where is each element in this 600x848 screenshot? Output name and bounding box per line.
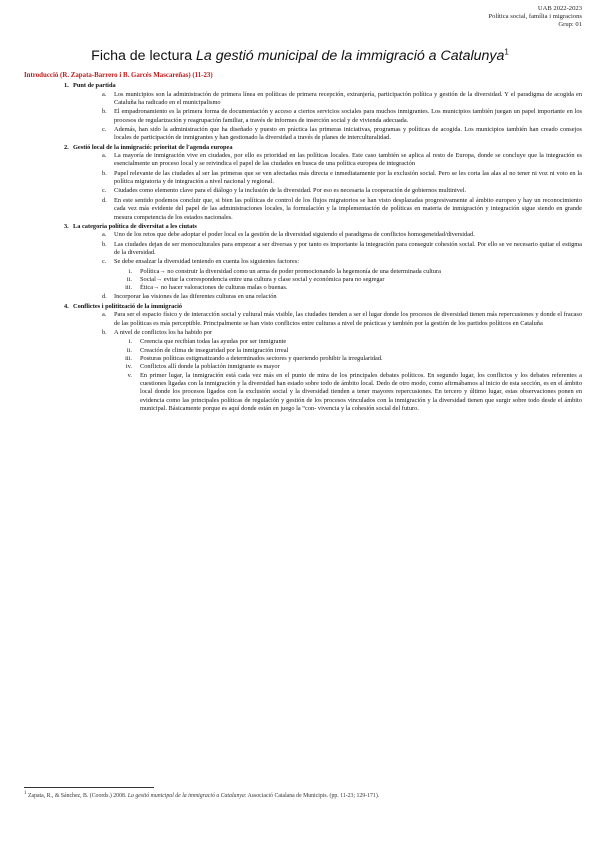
section-number: 4. xyxy=(64,302,69,310)
item-text: Incorporar las visiones de las diferentes culturas en una relación xyxy=(114,292,277,300)
sub-item-text: Creación de clima de inseguridad por la inmigración irreal xyxy=(140,346,289,354)
sub-list-item xyxy=(24,276,582,284)
item-label: a. xyxy=(102,231,107,239)
list-item xyxy=(24,197,582,222)
sub-item-text: Social→ evitar la correspondencia entre una cultura y clase social y económica para no segregar xyxy=(140,275,385,283)
list-item xyxy=(24,187,582,195)
sub-item-label: v. xyxy=(127,371,132,379)
section-number: 2. xyxy=(64,143,69,151)
list-item xyxy=(24,329,582,337)
item-label: d. xyxy=(102,292,107,300)
sub-item-text: Posturas políticas estigmatizando a determinados sectores y queriendo prohibir la irregularidad. xyxy=(140,355,383,362)
section-title: Punt de partida xyxy=(73,82,116,90)
sub-item-label: iv. xyxy=(125,363,132,371)
course-year: UAB 2022-2023 xyxy=(537,5,582,12)
item-label: a. xyxy=(102,311,107,319)
sub-item-text: Conflictos allí donde la población inmigrante es mayor xyxy=(140,363,280,371)
sub-list-item xyxy=(24,372,582,414)
item-label: d. xyxy=(102,196,107,204)
item-text: En este sentido podemos concluir que, si bien las políticas de control de los flujos migratorios se han visto desplazadas progresivamente al ámbito europeo y hay un reconocimiento cada vez más evidente del papel de las administraciones locales, la formulación y la implementación de políticas en materia de inmigración y integración sigue siendo en grande mesura competencia de los estados nacionales. xyxy=(114,196,582,221)
item-text: El empadronamiento es la primera forma de documentación y acceso a ciertos servicios sociales para muchos inmigrantes. Los municipios también juegan un papel importante en los procesos de regularización y reagrupación familiar, a través de informes de inserción social y de vivienda adecuada. xyxy=(114,108,582,124)
section-title: Conflictes i polítització de la immigració xyxy=(73,302,183,310)
sub-item-text: Política→ no construir la diversidad como un arma de poder promocionando la hegemonía de una determinada cultura xyxy=(140,267,441,275)
section-number: 1. xyxy=(64,82,69,90)
sub-item-label: ii. xyxy=(126,275,132,283)
list-item xyxy=(24,170,582,187)
section-heading xyxy=(24,223,582,231)
section-title: La categoria política de diversitat a les ciutats xyxy=(73,222,197,230)
section-heading xyxy=(24,82,582,90)
item-text: Los municipios son la administración de primera línea en políticas de primera recepción, extranjería, participación política y gestión de la diversidad. Y el paradigma de acogida en Cataluña ha radicado en el municipalismo xyxy=(114,90,582,107)
item-text: Ciudades como elemento clave para el diálogo y la inclusión de la diversidad. Por eso es necesaria la cooperación de gobiernos multinivel. xyxy=(114,187,467,195)
sub-item-label: i. xyxy=(128,338,132,346)
item-text: Para ser el espacio físico y de interacción social y cultural más visible, las ciudades tienden a ser el lugar donde los procesos de diversidad tienen más repercusiones y donde el fracaso de las políticas es más perceptible. Principalmente se han visto conflictos entre culturas a nivel de prácticas y también por la gestión de los partidos políticos en Cataluña xyxy=(114,311,582,327)
title-footnote-mark: 1 xyxy=(504,47,509,57)
item-label: c. xyxy=(102,187,107,195)
list-item xyxy=(24,91,582,108)
footnote-mark: 1 xyxy=(24,791,27,796)
course-header xyxy=(488,5,582,30)
item-label: b. xyxy=(102,169,107,177)
document-body xyxy=(24,72,582,413)
item-text: La mayoría de inmigración vive en ciudades, por ello es prioridad en las políticas locales. Este caso también se aplica al resto de Europa, donde se concluye que la integración es esencialmente un proceso local y se reivindica el papel de las ciudades en busca de una política europea de integración xyxy=(114,152,582,168)
item-text: Uno de los retos que debe adoptar el poder local es la gestión de la diversidad siguiendo el paradigma de conflictos homogeneidad/diversidad. xyxy=(114,231,475,239)
list-item xyxy=(24,108,582,125)
sub-item-label: i. xyxy=(128,267,132,275)
section-title: Gestió local de la inmigració: prioritat de l'agenda europea xyxy=(73,143,233,151)
item-label: a. xyxy=(102,152,107,160)
intro-heading: Introducció (R. Zapata-Barrero i B. Garcés Mascareñas) (11-23) xyxy=(24,72,213,79)
sub-item-label: ii. xyxy=(126,346,132,354)
section-number: 3. xyxy=(64,222,69,230)
page-title xyxy=(0,48,600,64)
list-item xyxy=(24,126,582,143)
sub-item-label: iii. xyxy=(125,355,132,362)
list-item xyxy=(24,311,582,328)
title-book: La gestió municipal de la immigració a Catalunya xyxy=(196,48,505,64)
item-label: a. xyxy=(102,90,107,98)
item-label: b. xyxy=(102,240,107,248)
footnote-text-end: : Associació Catalana de Municipis. (pp. 11-23; 129-171). xyxy=(244,792,380,799)
sub-list-item xyxy=(24,284,582,292)
sub-list-item xyxy=(24,355,582,363)
item-label: b. xyxy=(102,108,107,116)
item-label: c. xyxy=(102,258,107,266)
list-item xyxy=(24,152,582,169)
sub-list-item xyxy=(24,338,582,346)
footnote-book-title: La gestió municipal de la immigració a Catalunya xyxy=(127,792,245,799)
sub-item-text: Creencia que recibían todas las ayudas por ser inmigrante xyxy=(140,338,287,346)
title-prefix: Ficha de lectura xyxy=(91,48,197,64)
footnote-text-start: Zapata, R., & Sánchez, B. (Coords.) 2008. xyxy=(26,792,128,799)
footnote-divider xyxy=(24,787,154,788)
sub-item-text: Ética→ no hacer valoraciones de culturas malas o buenas. xyxy=(140,284,288,292)
list-item xyxy=(24,258,582,266)
course-name: Política social, família i migracions xyxy=(488,13,582,21)
course-group: Grup: 01 xyxy=(558,21,582,29)
item-text: Las ciudades dejan de ser monoculturales para empezar a ser diversas y por tanto es importante la integración para conseguir cohesión social. Por ello se ve necesario quitar el estigma de la diversidad. xyxy=(114,240,582,256)
list-item xyxy=(24,241,582,258)
sub-item-label: iii. xyxy=(125,284,132,292)
sub-item-text: En primer lugar, la inmigración está cada vez más en el punto de mira de los principales debates políticos. En segundo lugar, los conflictos y los debates referentes a cuestiones ligadas con la inmigración y la diversidad han estado sobre todo de ámbito local. Dedo de otro modo, como afirmábamos al inicio de esta sección, es en el ámbito local donde los procesos ligados con la exclusión social y la diversidad tienden a tener mayores repercusiones. En tercero y último lugar, estas observaciones ponen en evidencia como las principales políticas de regulación y gestión de los procesos vinculados con la inmigración y la diversidad tienen que surgir sobre todo desde el ámbito municipal. Básicamente porque es aquí donde están en juego la “con- vivencia y la cohesión social del futuro. xyxy=(140,371,582,413)
item-text: A nivel de conflictos los ha habido por xyxy=(114,328,213,336)
sub-list-item xyxy=(24,347,582,355)
list-item xyxy=(24,293,582,301)
item-label: b. xyxy=(102,328,107,336)
sub-list-item xyxy=(24,363,582,371)
item-text: Además, han sido la administración que ha diseñado y puesto en práctica las primeras iniciativas, programas y políticas de acogida. Los municipios también han creado consejos locales de participación de inmigrantes y han gestionado la diversidad a través de planes de interculturalidad. xyxy=(114,126,582,142)
item-text: Papel relevante de las ciudades al ser las primeras que se ven afectadas más directa e inmediatamente por la exclusión social. Pero se les corta las alas al no tener ni voz ni voto en la política migratoria y de integración a nivel nacional y regional. xyxy=(114,169,582,186)
item-label: c. xyxy=(102,126,107,134)
section-heading xyxy=(24,144,582,152)
section-heading xyxy=(24,303,582,311)
item-text: Se debe ensalzar la diversidad teniendo en cuenta los siguientes factores: xyxy=(114,258,299,266)
footnote xyxy=(24,790,582,800)
sub-list-item xyxy=(24,268,582,276)
list-item xyxy=(24,231,582,239)
